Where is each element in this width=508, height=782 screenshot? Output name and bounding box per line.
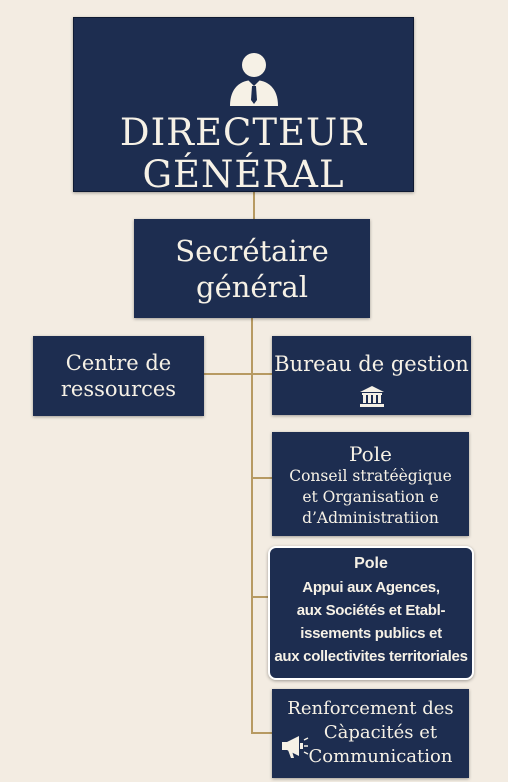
connector-trunk [251, 318, 253, 734]
secretary-title-line1: Secrétaire [175, 234, 329, 268]
secretary-title-line2: général [196, 270, 308, 304]
connector-director-secretary [253, 192, 255, 219]
pole-agencies-support-description [270, 576, 472, 668]
pole-strategic-council-heading: Pole [349, 442, 392, 466]
pole-agencies-support-line2: aux Sociétés et Etabl- [296, 602, 446, 619]
capacity-building-box [272, 689, 469, 778]
pole-agencies-support-line1: Appui aux Agences, [302, 579, 440, 596]
capacity-building-line1: Renforcement des [287, 698, 454, 719]
management-office-title: Bureau de gestion [274, 352, 469, 376]
resource-centre-title [33, 350, 204, 402]
pole-strategic-council-line2: et Organisation e [302, 488, 439, 506]
pole-strategic-council-line1: Conseil stratéègique [289, 467, 452, 485]
pole-strategic-council-description [272, 466, 469, 529]
capacity-building-line2: Càpacités et [323, 722, 438, 743]
secretary-title [134, 233, 370, 305]
management-office-box [272, 336, 471, 415]
pole-agencies-support-heading: Pole [354, 555, 388, 572]
connector-pole-2 [251, 596, 268, 598]
pole-agencies-support-line3: issements publics et [300, 625, 442, 642]
resource-centre-box [33, 336, 204, 416]
connector-renforcement [251, 732, 272, 734]
pole-strategic-council-box [272, 432, 469, 536]
capacity-building-line3: Communication [308, 746, 453, 767]
director-general-box [73, 17, 414, 196]
resource-centre-line2: ressources [60, 377, 177, 401]
director-title-line2: GÉNÉRAL [142, 153, 345, 196]
secretary-general-box [134, 219, 370, 318]
user-tie-icon [224, 48, 284, 108]
capacity-building-title [287, 697, 469, 769]
bank-icon [359, 385, 385, 407]
pole-agencies-support-line4: aux collectivites territoriales [274, 648, 468, 665]
pole-strategic-council-line3: d’Administratiion [302, 509, 439, 527]
director-title-line1: DIRECTEUR [119, 111, 368, 154]
pole-agencies-support-box [268, 546, 474, 680]
resource-centre-line1: Centre de [65, 351, 172, 375]
connector-pole-1 [251, 477, 272, 479]
connector-centre-bureau [204, 373, 272, 375]
